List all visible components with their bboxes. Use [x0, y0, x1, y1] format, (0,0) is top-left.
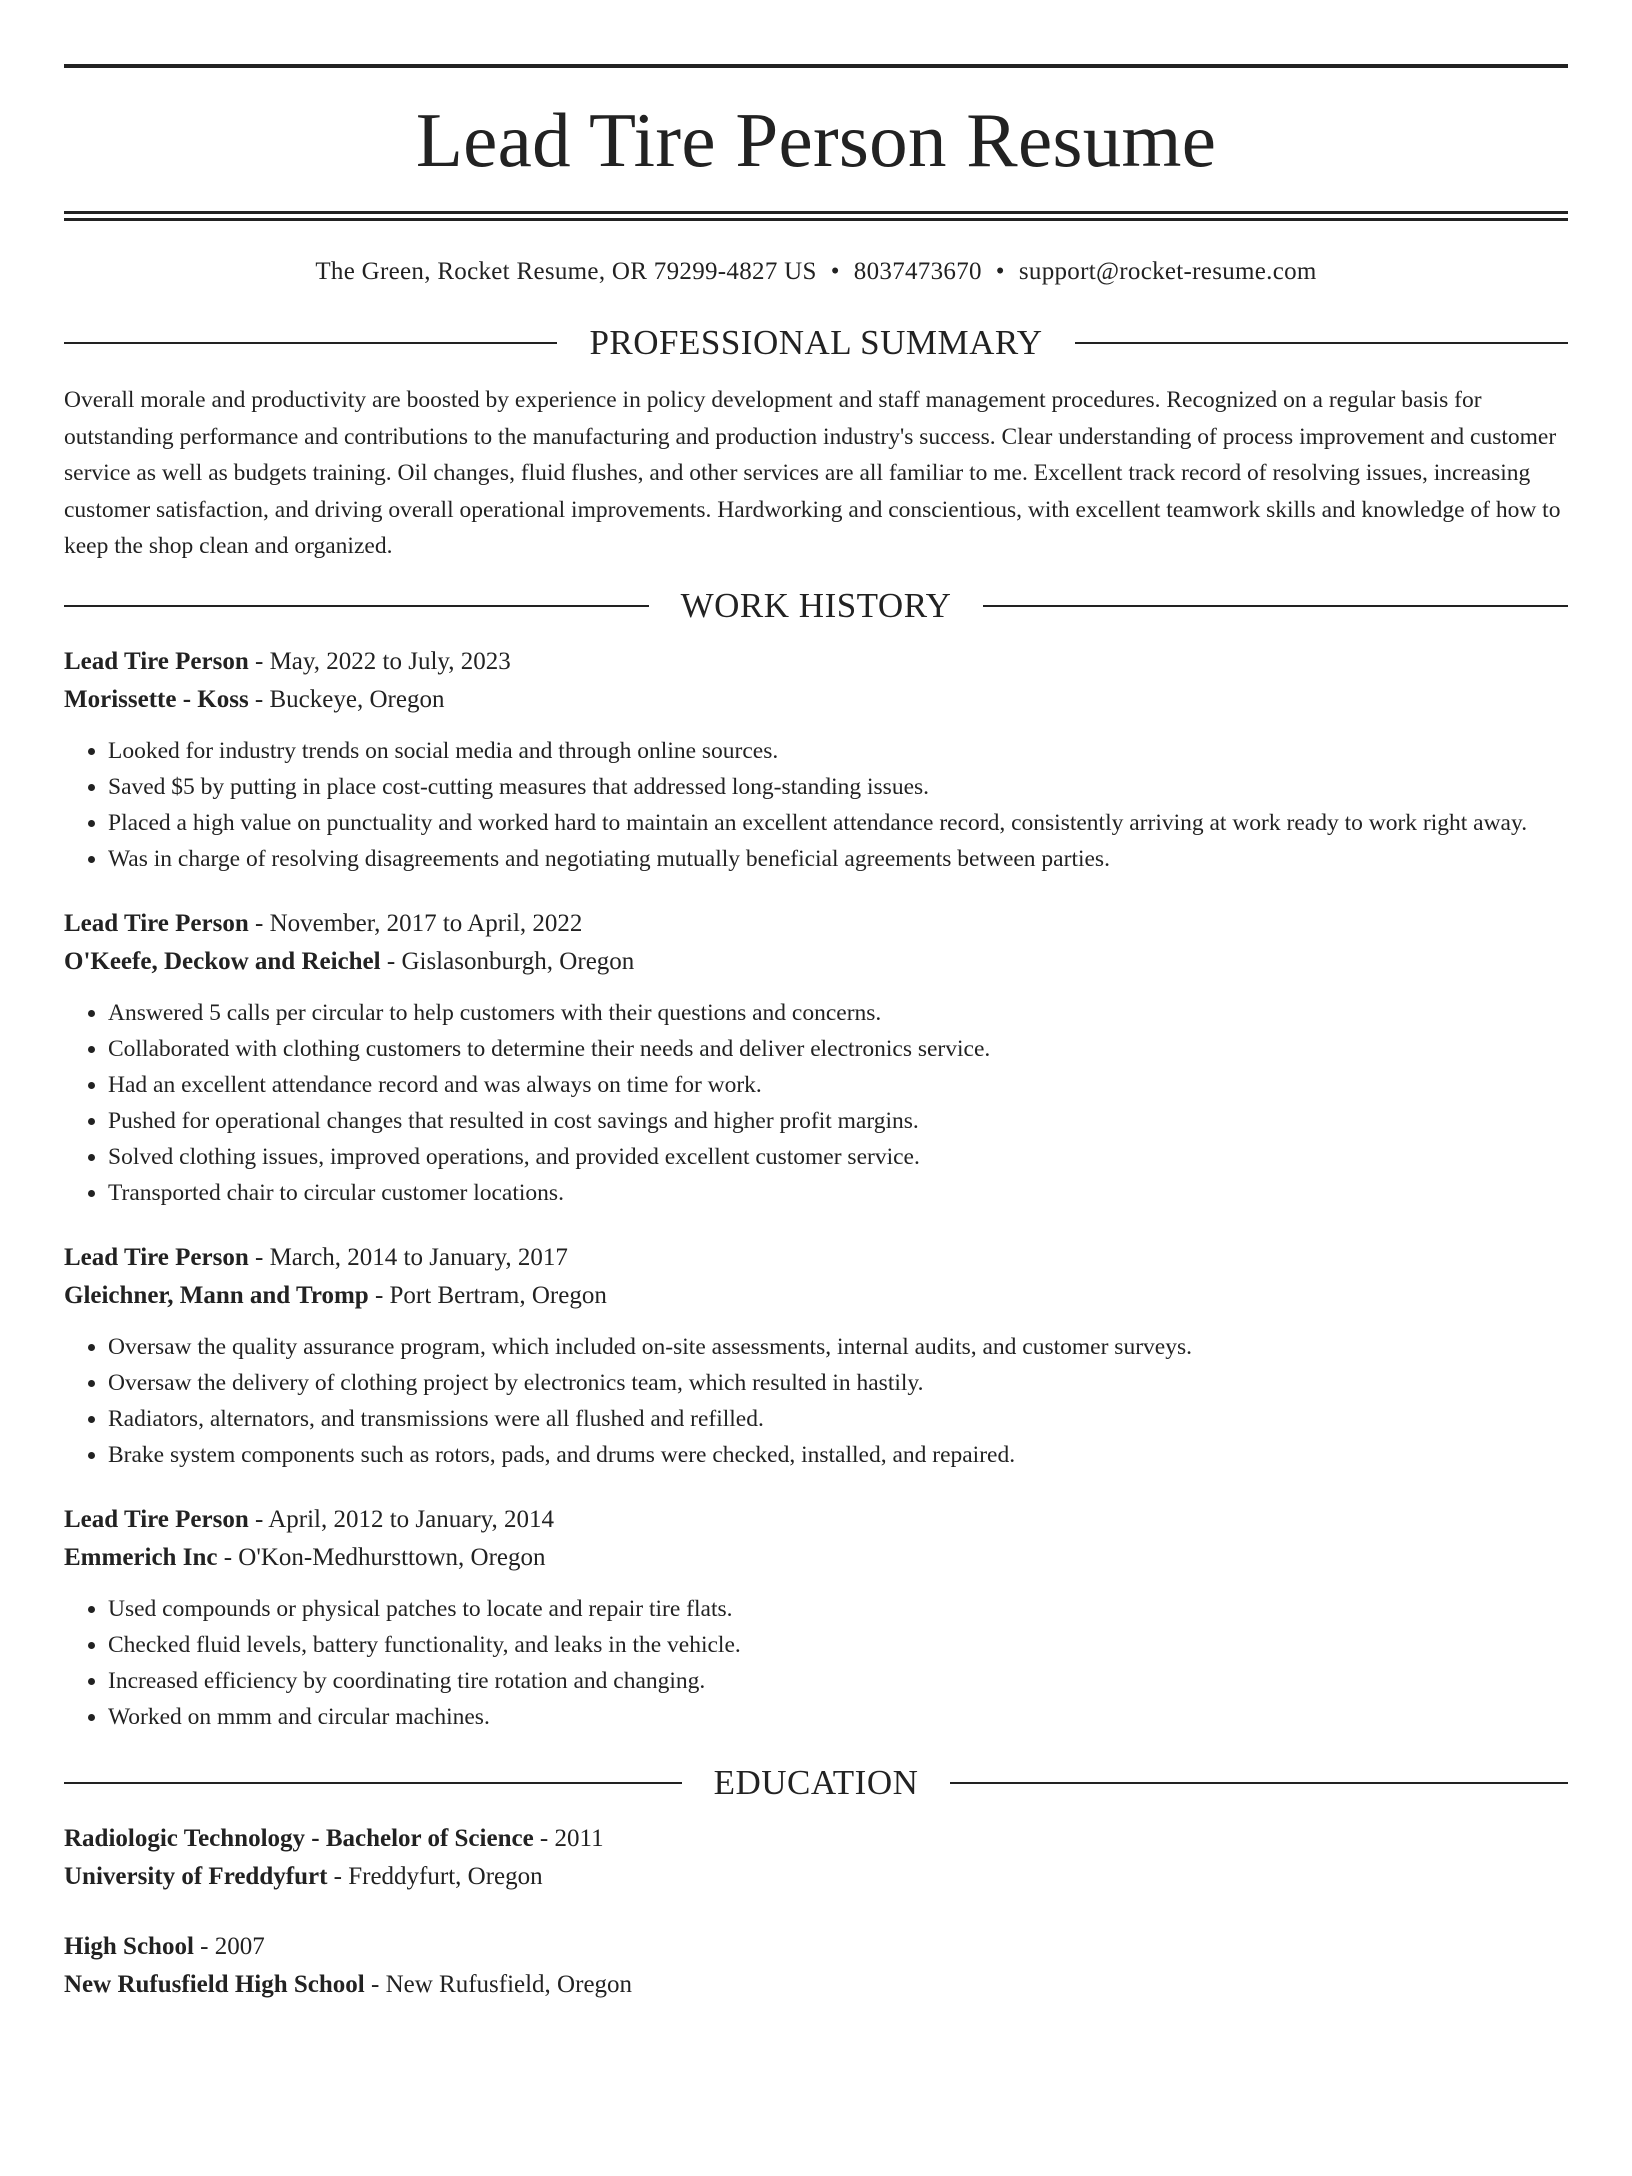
job-entry — [64, 1501, 1568, 1735]
job-title-line — [64, 905, 1568, 943]
dash: - — [193, 1933, 215, 1960]
job-company-line — [64, 1277, 1568, 1315]
job-bullet: • Looked for industry trends on social media and through online sources. — [108, 733, 1568, 769]
education-school: New Rufusfield High School — [64, 1971, 365, 1998]
section-rule — [950, 1782, 1568, 1784]
job-title: Lead Tire Person — [64, 648, 249, 675]
job-company: Gleichner, Mann and Tromp — [64, 1282, 369, 1309]
job-bullet: • Was in charge of resolving disagreements and negotiating mutually beneficial agreements between parties. — [108, 841, 1568, 877]
job-company: O'Keefe, Deckow and Reichel — [64, 948, 381, 975]
education-year: 2007 — [214, 1933, 265, 1960]
job-company-line — [64, 681, 1568, 719]
education-school: University of Freddyfurt — [64, 1863, 328, 1890]
education-degree: Radiologic Technology - Bachelor of Science — [64, 1825, 534, 1852]
contact-separator: • — [995, 258, 1005, 285]
job-bullet: • Oversaw the quality assurance program, which included on-site assessments, internal audits, and customer surveys. — [108, 1329, 1568, 1365]
dash: - — [327, 1863, 349, 1890]
work-history-list — [64, 643, 1568, 1735]
job-bullet: • Checked fluid levels, battery functionality, and leaks in the vehicle. — [108, 1627, 1568, 1663]
job-entry — [64, 1239, 1568, 1473]
job-title: Lead Tire Person — [64, 1506, 249, 1533]
job-title-line — [64, 1239, 1568, 1277]
job-bullet: • Worked on mmm and circular machines. — [108, 1699, 1568, 1735]
job-bullet: • Transported chair to circular customer locations. — [108, 1175, 1568, 1211]
education-list — [64, 1820, 1568, 2004]
job-bullet: • Pushed for operational changes that resulted in cost savings and higher profit margins. — [108, 1103, 1568, 1139]
dash: - — [248, 910, 270, 937]
section-rule — [64, 1782, 682, 1784]
education-school-line — [64, 1858, 1568, 1896]
job-bullet: • Answered 5 calls per circular to help customers with their questions and concerns. — [108, 995, 1568, 1031]
dash: - — [368, 1282, 390, 1309]
job-bullets — [64, 1591, 1568, 1735]
contact-address: The Green, Rocket Resume, OR 79299-4827 US — [315, 258, 817, 285]
job-bullet: • Solved clothing issues, improved operations, and provided excellent customer service. — [108, 1139, 1568, 1175]
job-bullet: • Brake system components such as rotors, pads, and drums were checked, installed, and repaired. — [108, 1437, 1568, 1473]
job-title: Lead Tire Person — [64, 1244, 249, 1271]
education-degree-line — [64, 1928, 1568, 1966]
education-entry — [64, 1820, 1568, 1896]
education-year: 2011 — [554, 1825, 604, 1852]
education-entry — [64, 1928, 1568, 2004]
education-location: Freddyfurt, Oregon — [348, 1863, 543, 1890]
dash: - — [248, 1506, 269, 1533]
job-bullets — [64, 995, 1568, 1211]
job-bullet: • Saved $5 by putting in place cost-cutting measures that addressed long-standing issues. — [108, 769, 1568, 805]
dash: - — [364, 1971, 386, 1998]
job-bullet: • Oversaw the delivery of clothing project by electronics team, which resulted in hastily. — [108, 1365, 1568, 1401]
resume-title: Lead Tire Person Resume — [415, 97, 1217, 183]
section-rule — [1075, 342, 1568, 344]
job-company-line — [64, 943, 1568, 981]
job-dates: March, 2014 to January, 2017 — [269, 1244, 568, 1271]
education-location: New Rufusfield, Oregon — [385, 1971, 633, 1998]
title-double-rule — [64, 211, 1568, 221]
job-bullet: • Radiators, alternators, and transmissions were all flushed and refilled. — [108, 1401, 1568, 1437]
job-bullet: • Used compounds or physical patches to locate and repair tire flats. — [108, 1591, 1568, 1627]
contact-line — [64, 257, 1568, 287]
dash: - — [217, 1544, 239, 1571]
section-rule — [983, 605, 1568, 607]
job-bullets — [64, 733, 1568, 877]
dash: - — [380, 948, 402, 975]
job-dates: November, 2017 to April, 2022 — [269, 910, 583, 937]
job-title: Lead Tire Person — [64, 910, 249, 937]
job-dates: April, 2012 to January, 2014 — [268, 1506, 555, 1533]
job-location: Gislasonburgh, Oregon — [401, 948, 635, 975]
job-location: O'Kon-Medhursttown, Oregon — [238, 1544, 546, 1571]
dash: - — [248, 648, 270, 675]
contact-phone: 8037473670 — [853, 258, 982, 285]
job-bullet: • Had an excellent attendance record and was always on time for work. — [108, 1067, 1568, 1103]
job-company: Emmerich Inc — [64, 1544, 218, 1571]
job-location: Buckeye, Oregon — [269, 686, 445, 713]
resume-page — [0, 64, 1632, 2176]
job-location: Port Bertram, Oregon — [389, 1282, 607, 1309]
job-title-line — [64, 643, 1568, 681]
education-degree-line — [64, 1820, 1568, 1858]
job-bullet: • Placed a high value on punctuality and worked hard to maintain an excellent attendance record, consistently arriving at work ready to work right away. — [108, 805, 1568, 841]
job-title-line — [64, 1501, 1568, 1539]
contact-email: support@rocket-resume.com — [1018, 258, 1317, 285]
job-company-line — [64, 1539, 1568, 1577]
section-title: PROFESSIONAL SUMMARY — [589, 323, 1043, 362]
education-degree: High School — [64, 1933, 194, 1960]
section-header-education — [64, 1765, 1568, 1800]
dash: - — [533, 1825, 555, 1852]
job-bullet: • Collaborated with clothing customers to determine their needs and deliver electronics service. — [108, 1031, 1568, 1067]
top-rule — [64, 64, 1568, 68]
job-entry — [64, 643, 1568, 877]
dash: - — [248, 1244, 270, 1271]
section-title: WORK HISTORY — [680, 586, 952, 625]
section-rule — [64, 605, 649, 607]
job-company: Morissette - Koss — [64, 686, 249, 713]
professional-summary: Overall morale and productivity are boosted by experience in policy development and staff management procedures. Recognized on a regular basis for outstanding performance and contributions to the manufacturing and production industry's success. Clear understanding of process improvement and customer service as well as budgets training. Oil changes, fluid flushes, and other services are all familiar to me. Excellent track record of resolving issues, increasing customer satisfaction, and driving overall operational improvements. Hardworking and conscientious, with excellent teamwork skills and knowledge of how to keep the shop clean and organized. — [64, 387, 1561, 559]
contact-separator: • — [830, 258, 840, 285]
job-bullets — [64, 1329, 1568, 1473]
job-entry — [64, 905, 1568, 1211]
job-bullet: • Increased efficiency by coordinating tire rotation and changing. — [108, 1663, 1568, 1699]
section-header-work — [64, 588, 1568, 623]
section-header-summary — [64, 325, 1568, 360]
job-dates: May, 2022 to July, 2023 — [269, 648, 511, 675]
section-rule — [64, 342, 557, 344]
dash: - — [248, 686, 270, 713]
section-title: EDUCATION — [713, 1763, 919, 1802]
education-school-line — [64, 1966, 1568, 2004]
